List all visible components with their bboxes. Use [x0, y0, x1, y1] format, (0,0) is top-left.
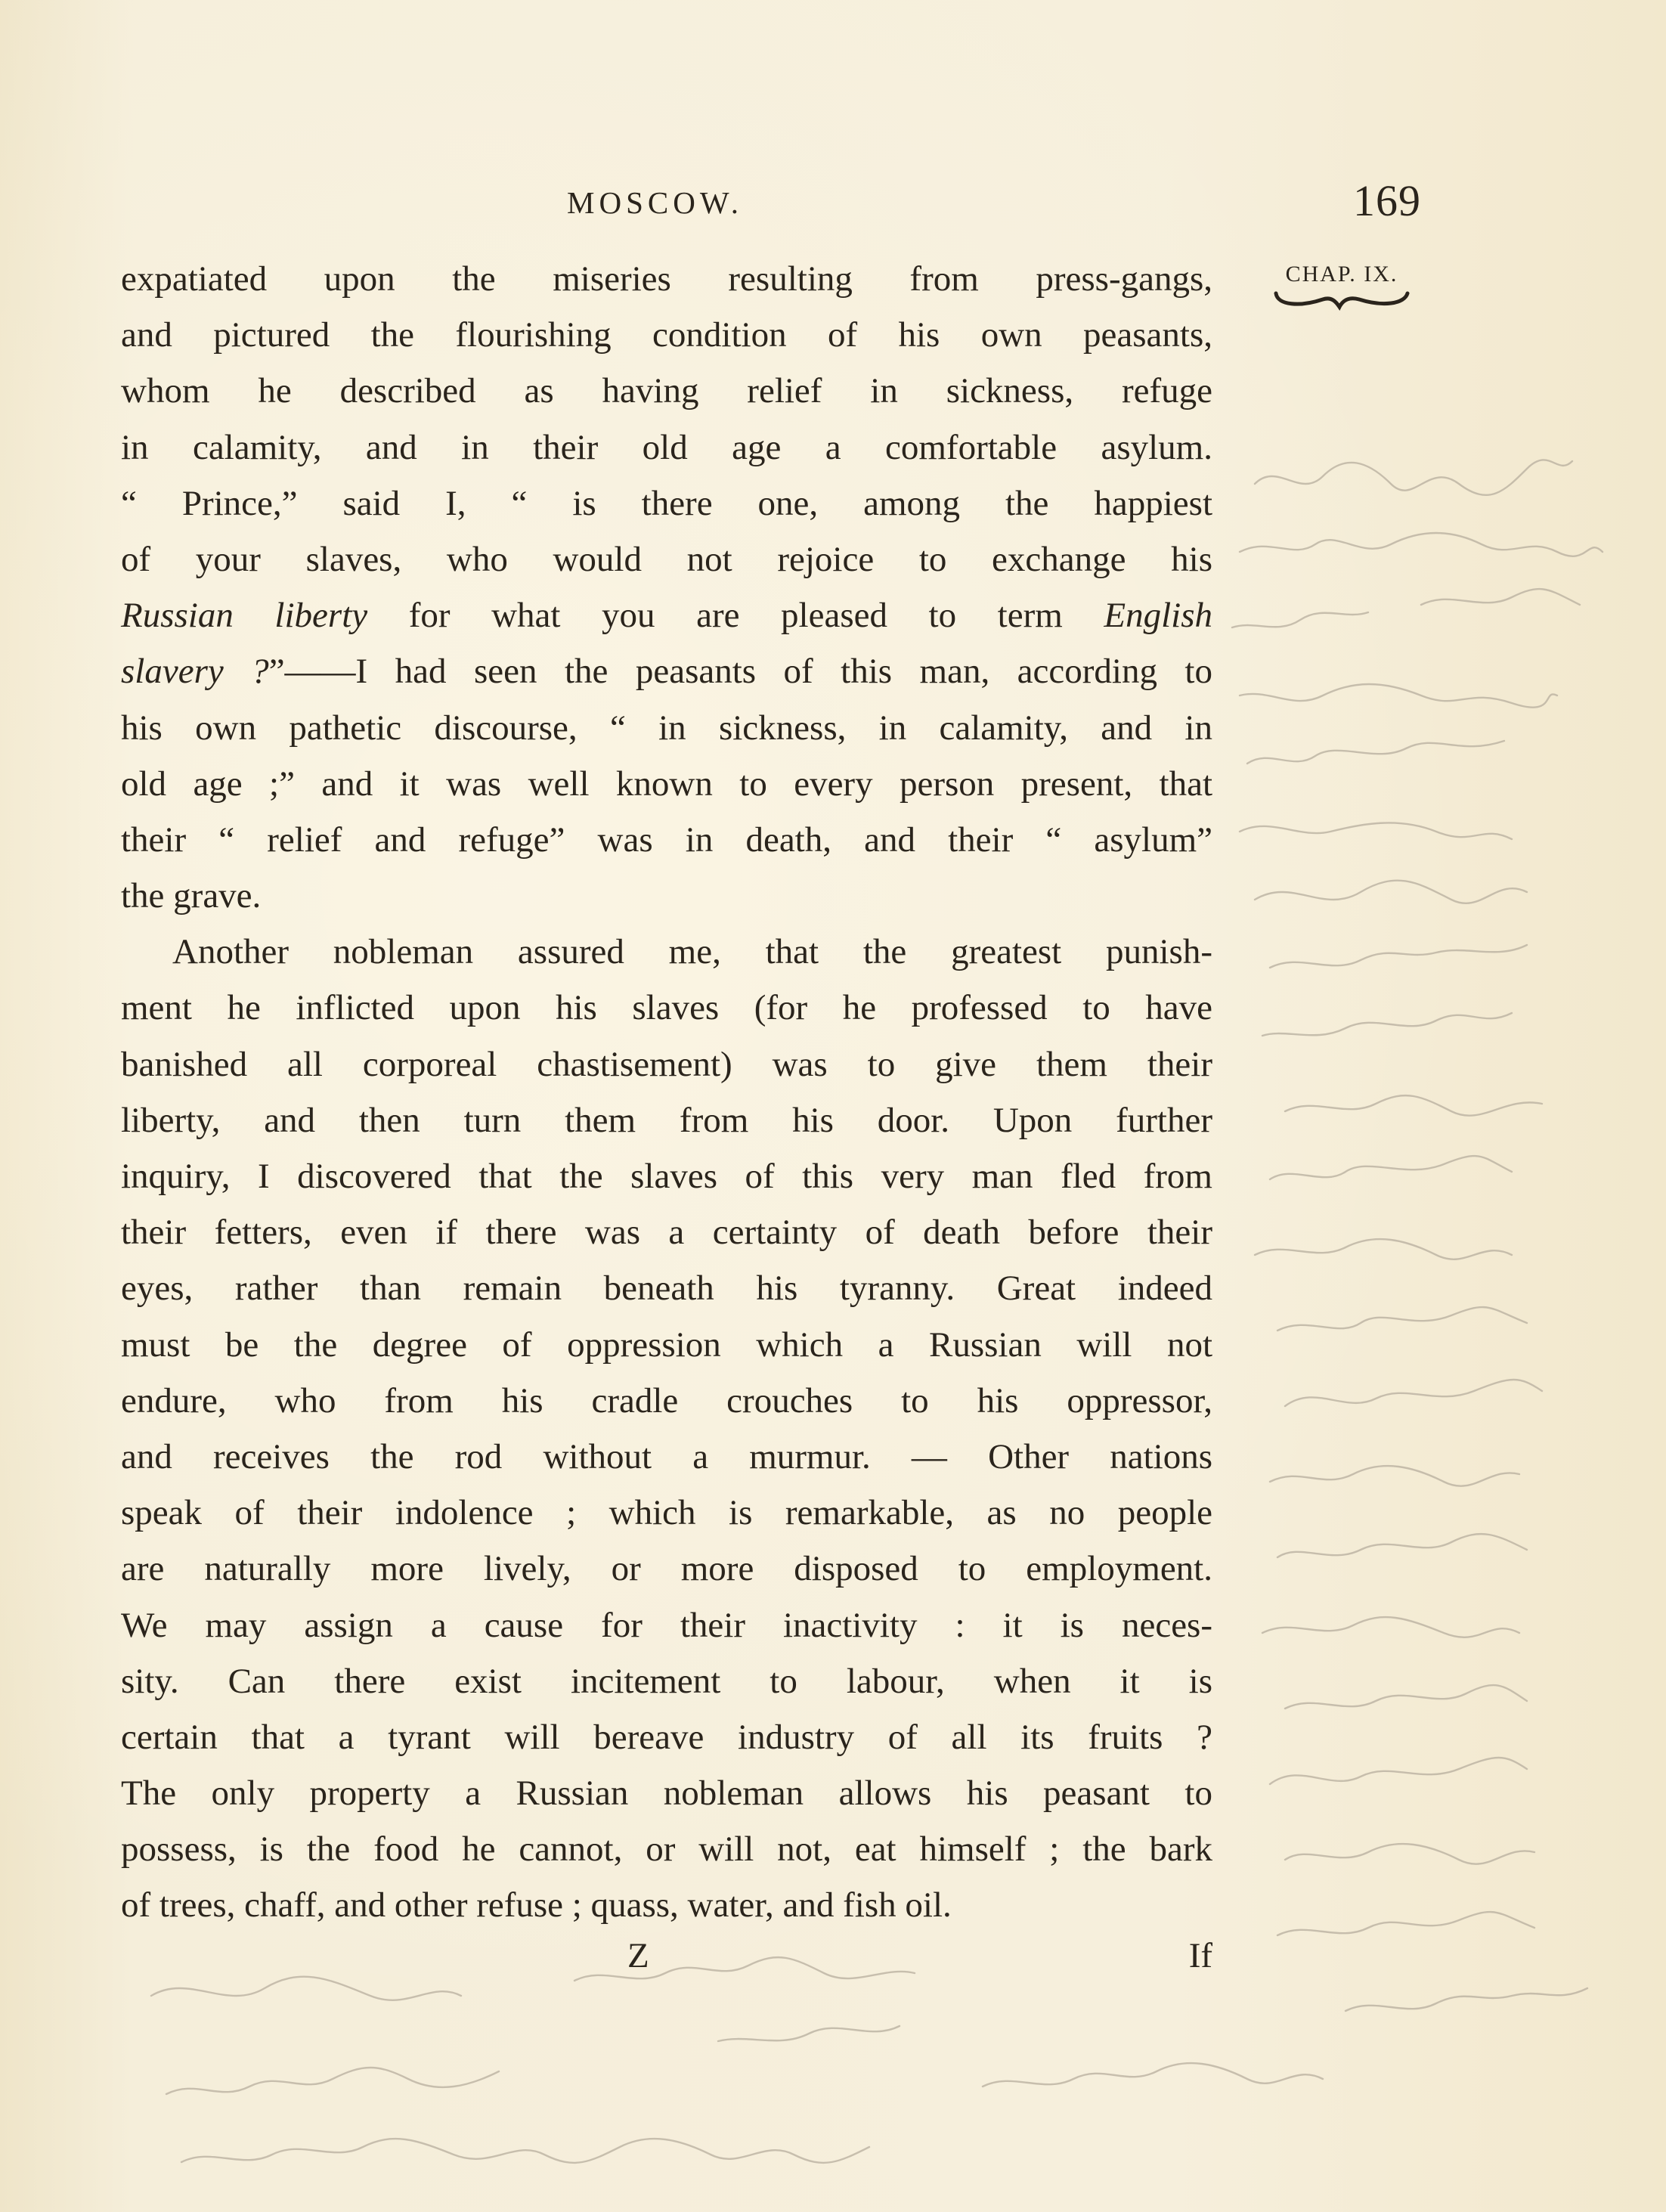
pencil-scrawl — [1232, 589, 1580, 627]
italic-phrase: Russian liberty — [121, 596, 368, 636]
pencil-scrawl — [1255, 1239, 1512, 1259]
italic-phrase: English — [1104, 596, 1213, 636]
pencil-scrawl — [1285, 1380, 1542, 1406]
pencil-scrawl — [718, 2026, 900, 2041]
pencil-scrawl — [1262, 1617, 1519, 1637]
pencil-scrawl — [1277, 1912, 1534, 1935]
text-segment: banished all corporeal chastisement) was to give them their — [121, 1044, 1212, 1084]
running-head — [121, 175, 1421, 236]
pencil-scrawl — [1270, 1758, 1527, 1784]
text-line — [121, 1597, 1212, 1653]
text-line — [121, 643, 1212, 699]
text-line — [121, 307, 1212, 363]
text-segment: sity. Can there exist incitement to labour, when it is — [121, 1661, 1212, 1701]
pencil-scrawl — [181, 2139, 869, 2163]
text-line — [121, 868, 1212, 924]
text-line — [121, 1092, 1212, 1148]
pencil-scrawl — [1240, 684, 1557, 708]
text-segment: whom he described as having relief in sickness, refuge — [121, 371, 1212, 411]
text-line — [121, 531, 1212, 587]
running-title: MOSCOW. — [567, 185, 744, 220]
text-segment: in calamity, and in their old age a comfortable asylum. — [121, 427, 1212, 467]
text-line — [121, 1485, 1212, 1541]
text-line — [121, 1429, 1212, 1485]
text-line — [121, 1541, 1212, 1597]
text-segment: certain that a tyrant will bereave industry of all its fruits ? — [121, 1717, 1212, 1757]
pencil-scrawl — [1285, 1685, 1527, 1709]
text-segment: speak of their indolence ; which is remarkable, as no people — [121, 1493, 1212, 1533]
chapter-label: CHAP. IX. — [1285, 262, 1398, 287]
text-line — [121, 1821, 1212, 1877]
text-segment: Another nobleman assured me, that the greatest punish- — [172, 932, 1212, 972]
catchword: If — [1188, 1936, 1212, 1975]
text-segment: old age ;” and it was well known to every person present, that — [121, 764, 1212, 804]
text-line — [121, 1877, 1212, 1933]
pencil-scrawl — [1270, 1156, 1512, 1179]
text-segment: their fetters, even if there was a certainty of death before their — [121, 1213, 1212, 1253]
pencil-scrawl — [1255, 881, 1527, 903]
text-line — [121, 587, 1212, 643]
text-line — [121, 1373, 1212, 1429]
body-text — [121, 251, 1212, 1934]
text-line — [121, 363, 1212, 419]
pencil-scrawl — [1277, 1534, 1527, 1557]
pencil-scrawl — [1262, 1013, 1512, 1036]
text-line — [121, 980, 1212, 1036]
text-segment: The only property a Russian nobleman allows his peasant to — [121, 1774, 1212, 1814]
text-segment: his own pathetic discourse, “ in sickness, in calamity, and in — [121, 708, 1212, 748]
text-segment: possess, is the food he cannot, or will not, eat himself ; the bark — [121, 1829, 1212, 1870]
text-line — [121, 1260, 1212, 1316]
text-line — [121, 700, 1212, 756]
pencil-scrawl — [1247, 741, 1504, 764]
text-line — [121, 1036, 1212, 1092]
text-line — [121, 420, 1212, 476]
text-segment: endure, who from his cradle crouches to his oppressor, — [121, 1380, 1212, 1420]
text-line — [121, 1765, 1212, 1821]
text-segment: and receives the rod without a murmur. — Other nations — [121, 1436, 1212, 1476]
text-segment: “ Prince,” said I, “ is there one, among the happiest — [121, 483, 1212, 523]
text-line — [121, 1709, 1212, 1765]
pencil-scrawl — [1240, 533, 1603, 556]
pencil-scrawl — [1270, 1466, 1519, 1486]
pencil-scrawl — [1270, 945, 1527, 968]
text-segment: must be the degree of oppression which a Russian will not — [121, 1324, 1212, 1365]
chapter-swash-ornament — [1270, 289, 1414, 314]
pencil-scrawl — [1255, 460, 1572, 494]
text-segment: of trees, chaff, and other refuse ; quass, water, and fish oil. — [121, 1885, 952, 1925]
text-line — [121, 1317, 1212, 1373]
pencil-scrawl — [1240, 823, 1512, 839]
pencil-scrawl — [1285, 1095, 1542, 1116]
text-segment: ment he inflicted upon his slaves (for he professed to have — [121, 988, 1212, 1028]
text-line — [121, 251, 1212, 307]
text-segment: ”——I had seen the peasants of this man, according to — [268, 652, 1212, 692]
text-segment: of your slaves, who would not rejoice to exchange his — [121, 539, 1212, 579]
text-segment: for what you are pleased to term — [367, 596, 1104, 636]
text-line — [121, 476, 1212, 531]
text-segment: and pictured the flourishing condition of his own peasants, — [121, 315, 1212, 355]
text-line — [121, 1204, 1212, 1260]
signature-mark: Z — [627, 1936, 649, 1975]
page-footer — [121, 1935, 1212, 1996]
italic-phrase: slavery ? — [121, 652, 269, 692]
chapter-marker — [1270, 262, 1414, 314]
pencil-scrawl — [1345, 1988, 1587, 2011]
text-segment: eyes, rather than remain beneath his tyranny. Great indeed — [121, 1269, 1212, 1309]
text-segment: their “ relief and refuge” was in death, and their “ asylum” — [121, 819, 1212, 860]
text-segment: are naturally more lively, or more disposed to employment. — [121, 1549, 1212, 1589]
pencil-scrawl — [1277, 1307, 1527, 1331]
text-line — [121, 1148, 1212, 1204]
text-line — [121, 812, 1212, 868]
text-segment: We may assign a cause for their inactivity : it is neces- — [121, 1605, 1212, 1645]
page-number: 169 — [1353, 176, 1421, 225]
pencil-scrawl — [166, 2063, 1323, 2094]
text-line — [121, 1653, 1212, 1709]
text-segment: inquiry, I discovered that the slaves of this very man fled from — [121, 1157, 1212, 1196]
text-segment: expatiated upon the miseries resulting from press-gangs, — [121, 259, 1212, 299]
text-line — [121, 756, 1212, 812]
pencil-scrawl — [1285, 1844, 1534, 1864]
text-segment: liberty, and then turn them from his door. Upon further — [121, 1100, 1212, 1140]
text-line — [121, 924, 1212, 980]
text-segment: the grave. — [121, 876, 262, 916]
